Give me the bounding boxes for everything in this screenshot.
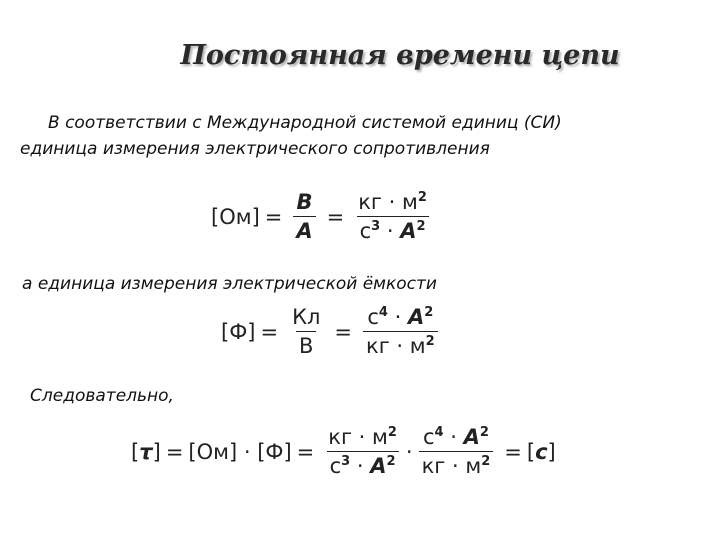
fraction-denominator: A	[293, 216, 315, 243]
conclusion-paragraph: Следовательно,	[30, 386, 174, 406]
ohm-lhs: [Ом]	[211, 204, 260, 229]
ohm-times-farad: [Ом] · [Ф]	[188, 439, 292, 464]
tau-result: [c]	[526, 439, 556, 464]
intro-line-2: единица измерения электрического сопротивления	[20, 139, 490, 159]
equals-sign: =	[260, 319, 279, 344]
fraction-numerator: Кл	[292, 305, 321, 329]
coulomb-per-volt-fraction	[289, 305, 323, 358]
fraction-numerator: кг · $м^2$	[358, 190, 427, 214]
farad-base-fraction	[419, 425, 494, 478]
tau-lhs: [τ]	[131, 439, 161, 464]
equals-sign: =	[326, 204, 345, 229]
tau-formula	[131, 425, 556, 478]
intro-paragraph	[20, 110, 710, 162]
intro-line-1: В соответствии с Международной системой единиц (СИ)	[48, 113, 562, 133]
fraction-numerator: B	[296, 190, 313, 214]
fraction-denominator: $с^3 \cdot A^2$	[327, 451, 399, 478]
equals-sign: =	[165, 439, 184, 464]
ohm-formula	[211, 190, 436, 243]
si-base-fraction	[355, 190, 430, 243]
si-base-fraction	[363, 305, 438, 358]
fraction-numerator: кг · $м^2$	[328, 425, 397, 449]
ohm-base-fraction	[325, 425, 400, 478]
fraction-numerator: $с^4 \cdot A^2$	[367, 305, 434, 329]
volt-per-ampere-fraction	[293, 190, 315, 243]
fraction-denominator: В	[296, 331, 316, 358]
slide-title: Постоянная времени цепи	[180, 40, 620, 71]
equals-sign: =	[504, 439, 522, 464]
fraction-denominator: кг · $м^2$	[419, 451, 494, 478]
equals-sign: =	[334, 319, 353, 344]
equals-sign: =	[296, 439, 315, 464]
farad-formula	[221, 305, 444, 358]
capacitance-paragraph: а единица измерения электрической ёмкости	[22, 274, 437, 294]
multiplication-dot: ·	[405, 439, 413, 464]
fraction-numerator: $с^4 \cdot A^2$	[422, 425, 489, 449]
fraction-denominator: кг · $м^2$	[363, 331, 438, 358]
farad-lhs: [Ф]	[221, 319, 256, 344]
equals-sign: =	[264, 204, 283, 229]
fraction-denominator: $с^3 \cdot A^2$	[357, 216, 429, 243]
